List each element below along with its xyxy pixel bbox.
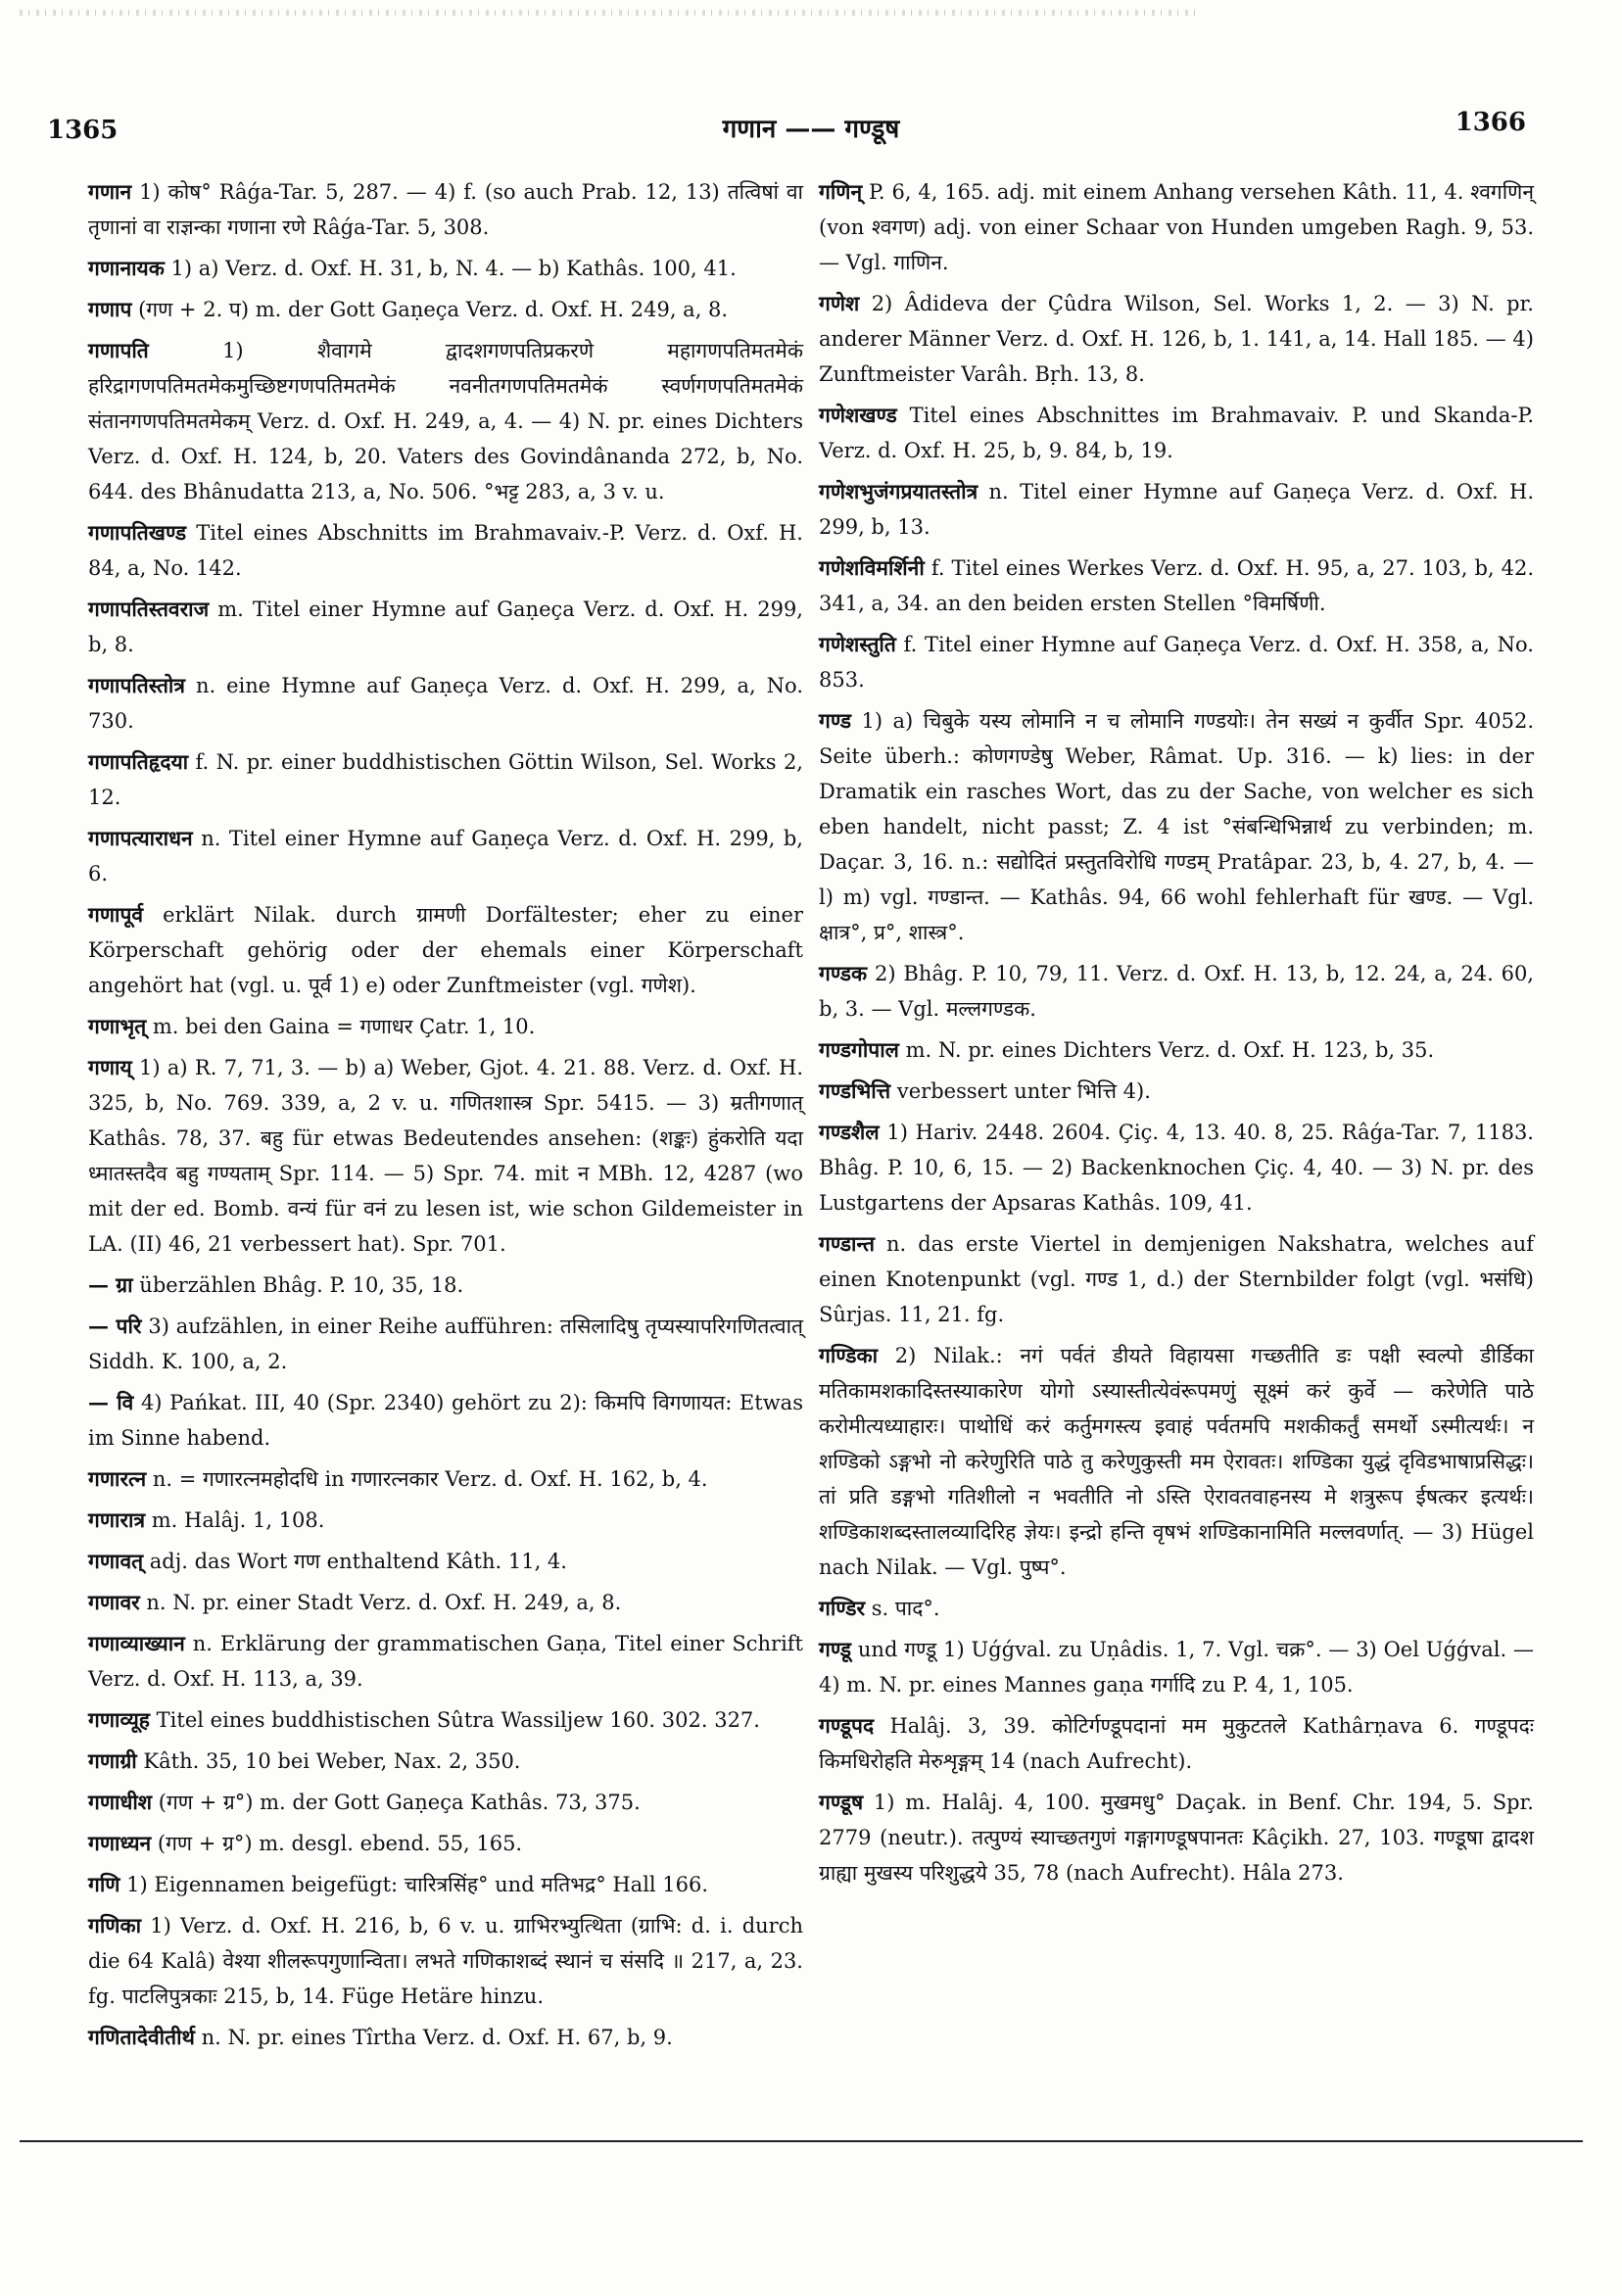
right-column [819, 174, 1534, 1896]
dictionary-entry [88, 1009, 803, 1044]
headword: — ग्रा [88, 1272, 133, 1297]
headword: गणापतिस्तोत्र [88, 673, 185, 697]
entry-text: n. N. pr. einer Stadt Verz. d. Oxf. H. 249, a, 8. [146, 1591, 622, 1614]
entry-text: n. Erklärung der grammatischen Gaṇa, Titel einer Schrift Verz. d. Oxf. H. 113, a, 39. [88, 1632, 803, 1691]
dictionary-entry [819, 474, 1534, 545]
headword: गणान [88, 179, 132, 204]
headword: गण्ड [819, 708, 852, 733]
dictionary-entry [819, 1632, 1534, 1702]
entry-text: n. eine Hymne auf Gaṇeça Verz. d. Oxf. H. 299, a, No. 730. [88, 674, 803, 733]
page-header [47, 108, 1575, 155]
headword: गणारात्र [88, 1507, 146, 1532]
dictionary-entry [88, 1461, 803, 1497]
dictionary-entry [819, 956, 1534, 1027]
page-number-left: 1365 [47, 116, 119, 145]
dictionary-entry [88, 174, 803, 245]
dictionary-entry [88, 1867, 803, 1902]
entry-text: 1) कोष° Râǵa-Tar. 5, 287. — 4) f. (so auch Prab. 12, 13) तत्विषां वा तृणानां वा राज्ञन्का गणाना रणे Râǵa-Tar. 5, 308. [88, 180, 803, 239]
headword: गण्डू [819, 1637, 852, 1661]
dictionary-entry [88, 668, 803, 739]
scan-artifact [20, 10, 1195, 16]
dictionary-entry [88, 1050, 803, 1262]
entry-text: (गण + ग्र°) m. desgl. ebend. 55, 165. [157, 1832, 523, 1855]
dictionary-entry [88, 1908, 803, 2014]
entry-text: Titel eines Abschnitts im Brahmavaiv.-P. Verz. d. Oxf. H. 84, a, No. 142. [88, 521, 803, 580]
entry-text: erklärt Nilak. durch ग्रामणी Dorfältester; eher zu einer Körperschaft gehörig oder der ehemals einer Körperschaft angehört hat (vgl. u. पूर्व 1) e) oder Zunftmeister (vgl. गणेश). [88, 903, 803, 997]
dictionary-entry [88, 515, 803, 586]
entry-text: 1) Hariv. 2448. 2604. Çiç. 4, 13. 40. 8, 25. Râǵa-Tar. 7, 1183. Bhâg. P. 10, 6, 15. — 2) Backenknochen Çiç. 4, 40. — 3) N. pr. des Lustgartens der Apsaras Kathâs. 109, 41. [819, 1121, 1534, 1215]
dictionary-entry [88, 333, 803, 509]
headword: गणापूर्व [88, 902, 144, 927]
dictionary-entry [819, 286, 1534, 392]
headword: गणापतिस्तवराज [88, 597, 210, 621]
entry-text: n. = गणारत्नमहोदधि in गणारत्नकार Verz. d. Oxf. H. 162, b, 4. [152, 1467, 708, 1491]
entry-text: f. N. pr. einer buddhistischen Göttin Wilson, Sel. Works 2, 12. [88, 750, 803, 809]
headword: गणिन् [819, 179, 863, 204]
dictionary-entry [819, 398, 1534, 468]
dictionary-entry [88, 1544, 803, 1579]
dictionary-entry [88, 1702, 803, 1738]
headword: गणाप [88, 297, 132, 321]
page-number-right: 1366 [1455, 108, 1526, 137]
headword: गणाव्याख्यान [88, 1631, 185, 1655]
headword: गणेश [819, 291, 860, 315]
headword: गण्डभित्ति [819, 1078, 891, 1103]
dictionary-entry [819, 1074, 1534, 1109]
entry-text: Kâth. 35, 10 bei Weber, Nax. 2, 350. [143, 1749, 521, 1773]
entry-text: (गण + ग्र°) m. der Gott Gaṇeça Kathâs. 73, 375. [158, 1791, 641, 1814]
dictionary-entry [88, 2020, 803, 2055]
bottom-rule [20, 2140, 1583, 2142]
entry-text: n. das erste Viertel in demjenigen Nakshatra, welches auf einen Knotenpunkt (vgl. गण्ड 1, d.) der Sternbilder folgt (vgl. भसंधि) Sûrjas. 11, 21. fg. [819, 1232, 1534, 1326]
entry-text: 4) Pańkat. III, 40 (Spr. 2340) gehört zu 2): किमपि विगणायत: Etwas im Sinne habend. [88, 1391, 803, 1450]
entry-text: m. bei den Gaina = गणाधर Çatr. 1, 10. [152, 1015, 536, 1038]
headword: गणाभृत् [88, 1014, 147, 1038]
entry-text: m. N. pr. eines Dichters Verz. d. Oxf. H. 123, b, 35. [905, 1038, 1435, 1062]
headword: गणि [88, 1872, 120, 1896]
entry-text: P. 6, 4, 165. adj. mit einem Anhang versehen Kâth. 11, 4. श्वगणिन् (von श्वगण) adj. von einer Schaar von Hunden umgeben Ragh. 9, 53. — Vgl. गाणिन. [819, 180, 1534, 274]
dictionary-entry [88, 897, 803, 1003]
headword: गणापतिहृदया [88, 749, 189, 774]
headword: गणाधीश [88, 1790, 153, 1814]
dictionary-entry [819, 1032, 1534, 1068]
entry-text: Titel eines buddhistischen Sûtra Wassiljew 160. 302. 327. [156, 1708, 760, 1732]
headword: गणाय् [88, 1055, 132, 1079]
dictionary-entry [819, 1708, 1534, 1779]
headword: गणितादेवीतीर्थ [88, 2025, 195, 2049]
dictionary-entry [88, 1268, 803, 1303]
entry-text: 1) a) Verz. d. Oxf. H. 31, b, N. 4. — b) Kathâs. 100, 41. [170, 257, 737, 280]
entry-text: 2) Bhâg. P. 10, 79, 11. Verz. d. Oxf. H. 13, b, 12. 24, a, 24. 60, b, 3. — Vgl. मल्लगण्डक. [819, 962, 1534, 1021]
entry-text: n. Titel einer Hymne auf Gaṇeça Verz. d. Oxf. H. 299, b, 6. [88, 827, 803, 885]
dictionary-entry [88, 1785, 803, 1820]
headword: गण्डान्त [819, 1231, 875, 1256]
headword: गणारत्न [88, 1466, 147, 1491]
dictionary-entry [819, 1226, 1534, 1332]
headword: गण्डूष [819, 1790, 864, 1814]
entry-text: 1) a) R. 7, 71, 3. — b) a) Weber, Gjot. 4. 21. 88. Verz. d. Oxf. H. 325, b, No. 769. 339, a, 2 v. u. गणितशास्त्र Spr. 5415. — 3) म्रतीगणात् Kathâs. 78, 37. बहु für etwas Bedeutendes ansehen: (शङ्कः) हुंकरोति यदा ध्मातस्तदैव बहु गण्यताम् Spr. 114. — 5) Spr. 74. mit न MBh. 12, 4287 (wo mit der ed. Bomb. वन्यं für वनं zu lesen ist, wie schon Gildemeister in LA. (II) 46, 21 verbessert hat). Spr. 701. [88, 1056, 803, 1256]
headword: गण्डक [819, 961, 868, 985]
headword: — वि [88, 1390, 134, 1414]
entry-text: 2) Nilak.: नगं पर्वतं डीयते विहायसा गच्छतीति डः पक्षी स्वल्पो डीर्डिका मतिकामशकादिस्तस्याकारेण योगो ऽस्यास्तीत्येवंरूपमणुं सूक्ष्मं करं कुर्वे — करेणेति पाठे करोमीत्यध्याहारः। पाथोधिं करं कर्तुमगस्त्य इवाहं पर्वतमपि मशकीकर्तुं समर्थो ऽस्मीत्यर्थः। न शण्डिको ऽङ्गभो नो करेणुरिति पाठे तु करेणुकुस्ती मम ऐरावतः। शण्डिका युद्धं दृविडभाषाप्रसिद्धः। तां प्रति डङ्गभो गतिशीलो न भवतीति नो ऽस्ति ऐरावतवाहनस्य मे शत्रुरूप ईषत्कर इत्यर्थः। शण्डिकाशब्दस्तालव्यादिरिह ज्ञेयः। इन्द्रो हन्ति वृषभं शण्डिकानामिति मल्लवर्णात्. — 3) Hügel nach Nilak. — Vgl. पुष्प°. [819, 1344, 1534, 1579]
dictionary-entry [819, 550, 1534, 621]
dictionary-entry [819, 1338, 1534, 1585]
running-head: गणान —— गण्डूष [722, 115, 900, 144]
entry-text: f. Titel einer Hymne auf Gaṇeça Verz. d. Oxf. H. 358, a, No. 853. [819, 633, 1534, 692]
headword: गणापतिखण्ड [88, 520, 187, 545]
dictionary-entry [88, 1826, 803, 1861]
dictionary-entry [88, 1385, 803, 1456]
entry-text: f. Titel eines Werkes Verz. d. Oxf. H. 95, a, 27. 103, b, 42. 341, a, 34. an den beiden ersten Stellen °विमर्षिणी. [819, 556, 1534, 615]
dictionary-entry [88, 821, 803, 891]
entry-text: überzählen Bhâg. P. 10, 35, 18. [139, 1273, 464, 1297]
entry-text: verbessert unter भित्ति 4). [896, 1079, 1151, 1103]
left-column [88, 174, 803, 2061]
headword: गणावत् [88, 1549, 144, 1573]
entry-text: m. Titel einer Hymne auf Gaṇeça Verz. d. Oxf. H. 299, b, 8. [88, 598, 803, 656]
headword: — परि [88, 1314, 142, 1338]
entry-text: 1) Verz. d. Oxf. H. 216, b, 6 v. u. ग्राभिरभ्युत्थिता (ग्राभि: d. i. durch die 64 Kalâ) वेश्या शीलरूपगुणान्विता। लभते गणिकाशब्दं स्थानं च संसदि ॥ 217, a, 23. fg. पाटलिपुत्रकाः 215, b, 14. Füge Hetäre hinzu. [88, 1914, 803, 2008]
entry-text: s. पाद°. [871, 1597, 940, 1620]
headword: गणाध्यन [88, 1831, 152, 1855]
entry-text: m. Halâj. 1, 108. [151, 1508, 325, 1532]
dictionary-entry [819, 703, 1534, 950]
headword: गणापति [88, 338, 149, 362]
entry-text: (गण + 2. प) m. der Gott Gaṇeça Verz. d. Oxf. H. 249, a, 8. [138, 298, 729, 321]
headword: गणिका [88, 1913, 142, 1937]
dictionary-entry [88, 592, 803, 662]
headword: गणावर [88, 1590, 140, 1614]
dictionary-entry [88, 251, 803, 286]
entry-text: Titel eines Abschnittes im Brahmavaiv. P. und Skanda-P. Verz. d. Oxf. H. 25, b, 9. 84, b, 19. [819, 404, 1534, 462]
dictionary-entry [88, 1626, 803, 1697]
entry-text: Halâj. 3, 39. कोटिर्गण्डूपदानां मम मुकुटतले Kathârṇava 6. गण्डूपदः किमधिरोहति मेरुशृङ्गम् 14 (nach Aufrecht). [819, 1714, 1534, 1773]
headword: गणेशभुजंगप्रयातस्तोत्र [819, 479, 978, 503]
dictionary-entry [819, 627, 1534, 697]
entry-text: adj. das Wort गण enthaltend Kâth. 11, 4. [149, 1550, 567, 1573]
headword: गणेशविमर्शिनी [819, 555, 925, 580]
entry-text: 1) m. Halâj. 4, 100. मुखमधु° Daçak. in Benf. Chr. 194, 5. Spr. 2779 (neutr.). तत्पुण्यं स्याच्छतगुणं गङ्गागण्डूषपानतः Kâçikh. 27, 103. गण्डूषा द्वादश ग्राह्या मुखस्य परिशुद्धये 35, 78 (nach Aufrecht). Hâla 273. [819, 1791, 1534, 1885]
dictionary-entry [88, 744, 803, 815]
headword: गणाव्यूह [88, 1707, 150, 1732]
entry-text: 2) Âdideva der Çûdra Wilson, Sel. Works 1, 2. — 3) N. pr. anderer Männer Verz. d. Oxf. H. 126, b, 1. 141, a, 14. Hall 185. — 4) Zunftmeister Varâh. Bṛh. 13, 8. [819, 292, 1534, 386]
headword: गणानायक [88, 256, 165, 280]
entry-text: und गण्डू 1) Uǵǵval. zu Uṇâdis. 1, 7. Vgl. चक्र°. — 3) Oel Uǵǵval. — 4) m. N. pr. eines Mannes gaṇa गर्गादि zu P. 4, 1, 105. [819, 1638, 1534, 1697]
headword: गण्डिर [819, 1596, 866, 1620]
dictionary-entry [88, 1503, 803, 1538]
entry-text: n. Titel einer Hymne auf Gaṇeça Verz. d. Oxf. H. 299, b, 13. [819, 480, 1534, 539]
entry-text: 1) a) चिबुके यस्य लोमानि न च लोमानि गण्डयोः। तेन सख्यं न कुर्वीत Spr. 4052. Seite überh.: कोणगण्डेषु Weber, Râmat. Up. 316. — k) lies: in der Dramatik ein rasches Wort, das zu der Sache, von welcher es sich eben handelt, nicht passt; Z. 4 ist °संबन्धिभिन्नार्थ zu verbinden; m. Daçar. 3, 16. n.: सद्योदितं प्रस्तुतविरोधि गण्डम् Pratâpar. 23, b, 4. 27, b, 4. — l) m) vgl. गण्डान्त. — Kathâs. 94, 66 wohl fehlerhaft für खण्ड. — Vgl. क्षात्र°, प्र°, शास्त्र°. [819, 709, 1534, 944]
headword: गण्डिका [819, 1343, 879, 1367]
headword: गणापत्याराधन [88, 826, 193, 850]
headword: गण्डगोपाल [819, 1037, 899, 1062]
dictionary-entry [88, 1309, 803, 1379]
headword: गणेशखण्ड [819, 403, 897, 427]
entry-text: 3) aufzählen, in einer Reihe aufführen: तसिलादिषु तृप्यस्यापरिगणितत्वात् Siddh. K. 100, a, 2. [88, 1315, 803, 1373]
headword: गणाग्री [88, 1748, 137, 1773]
dictionary-entry [819, 1591, 1534, 1626]
dictionary-entry [88, 1744, 803, 1779]
dictionary-entry [88, 292, 803, 327]
headword: गणेशस्तुति [819, 632, 896, 656]
dictionary-entry [819, 1115, 1534, 1220]
headword: गण्डशैल [819, 1120, 880, 1144]
dictionary-entry [819, 1785, 1534, 1890]
entry-text: 1) शैवागमे द्वादशगणपतिप्रकरणे महागणपतिमतमेकं हरिद्रागणपतिमतमेकमुच्छिष्टगणपतिमतमेकं नवनीतगणपतिमतमेकं स्वर्णगणपतिमतमेकं संतानगणपतिमतमेकम् Verz. d. Oxf. H. 249, a, 4. — 4) N. pr. eines Dichters Verz. d. Oxf. H. 124, b, 20. Vaters des Govindânanda 272, b, No. 644. des Bhânudatta 213, a, No. 506. °भट्ट 283, a, 3 v. u. [88, 339, 803, 503]
entry-text: 1) Eigennamen beigefügt: चारित्रसिंह° und मतिभद्र° Hall 166. [126, 1873, 709, 1896]
headword: गण्डूपद [819, 1713, 875, 1738]
dictionary-entry [819, 174, 1534, 280]
entry-text: n. N. pr. eines Tîrtha Verz. d. Oxf. H. 67, b, 9. [201, 2026, 673, 2049]
dictionary-entry [88, 1585, 803, 1620]
